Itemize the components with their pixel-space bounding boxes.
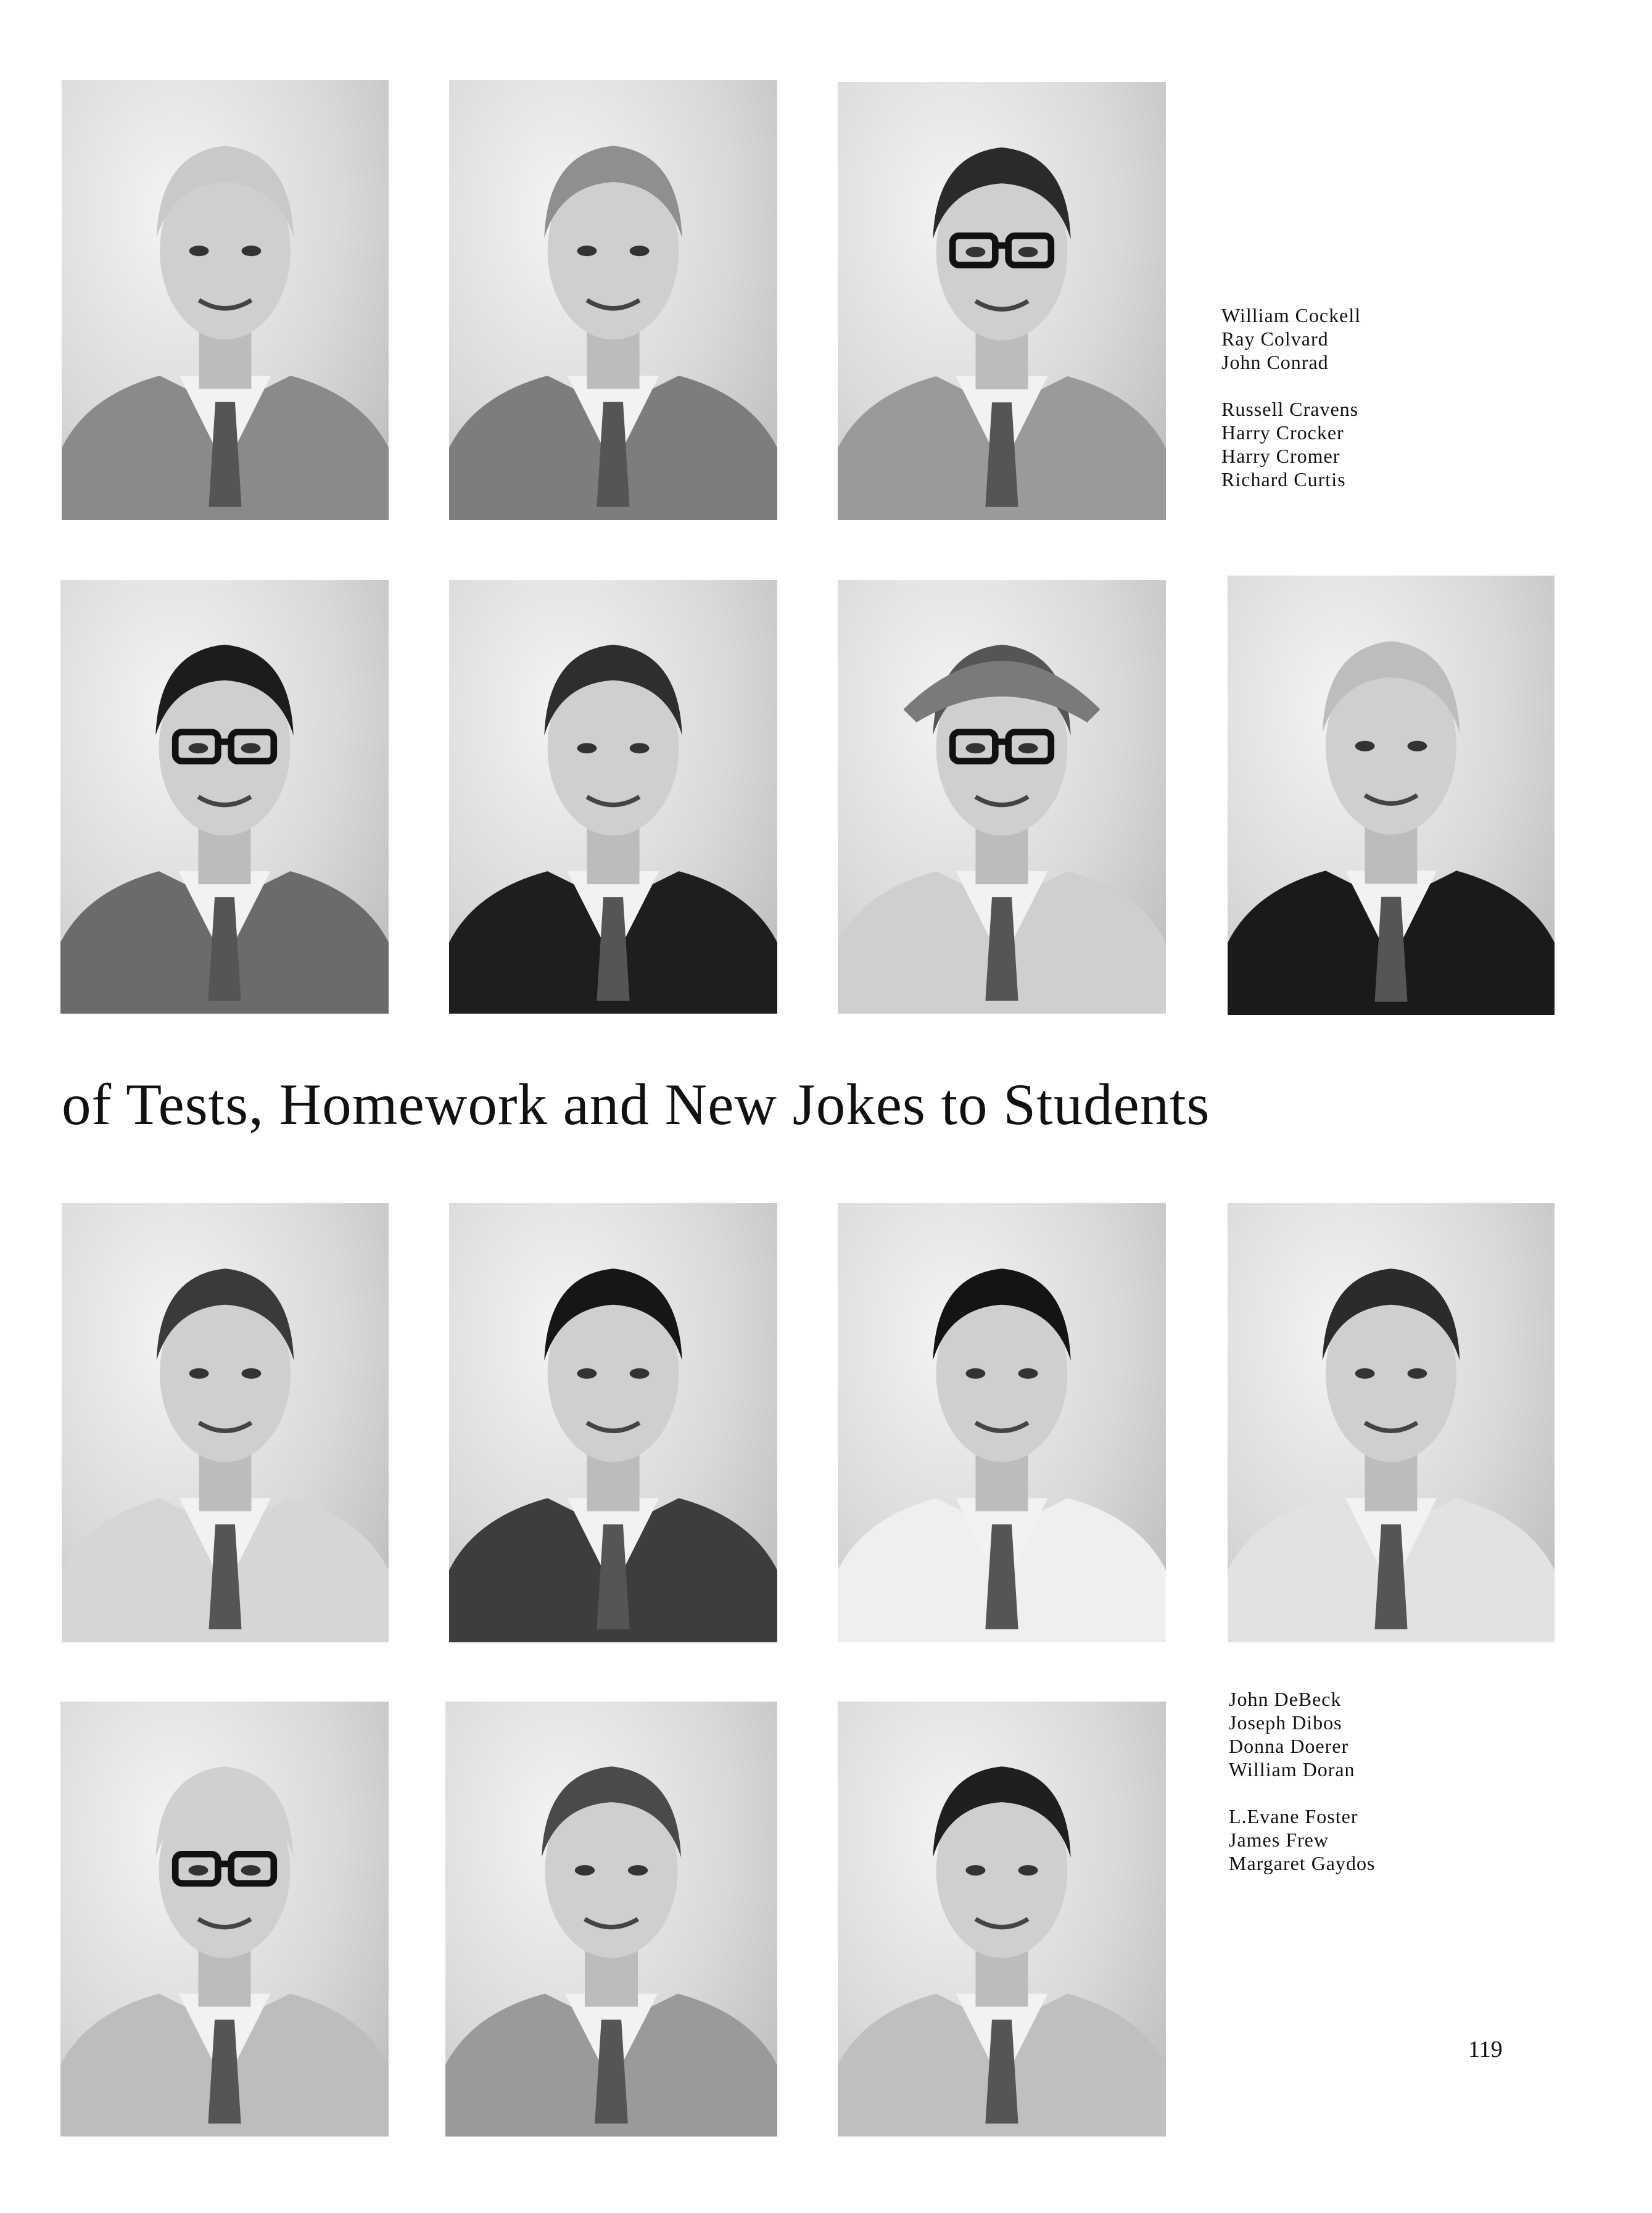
eye-shape (965, 1865, 985, 1876)
portrait-photo (62, 80, 389, 520)
portrait-photo (60, 580, 389, 1014)
eye-shape (965, 247, 985, 257)
caption-name: Harry Crocker (1221, 421, 1344, 444)
eye-shape (242, 246, 262, 256)
portrait-photo (1228, 576, 1555, 1015)
portrait-photo (838, 1702, 1166, 2136)
caption-name: Richard Curtis (1221, 468, 1346, 490)
portrait-photo (62, 1203, 389, 1642)
eye-shape (965, 743, 985, 753)
caption-name: Russell Cravens (1221, 398, 1359, 420)
portrait-figure (62, 1203, 389, 1642)
eye-shape (630, 1368, 650, 1379)
portrait-photo (60, 1702, 389, 2136)
eye-shape (1018, 247, 1038, 257)
portrait-photo (838, 580, 1166, 1014)
page-number: 119 (1468, 2037, 1503, 2062)
eye-shape (577, 246, 597, 256)
portrait-figure (838, 580, 1166, 1014)
portrait-photo (445, 1702, 777, 2136)
section-headline: of Tests, Homework and New Jokes to Students (62, 1072, 1210, 1137)
eye-shape (628, 1865, 648, 1876)
eye-shape (1018, 743, 1038, 753)
eye-shape (189, 1368, 209, 1379)
portrait-figure (62, 80, 389, 520)
caption-name: William Cockell (1221, 304, 1361, 326)
portrait-figure (449, 1203, 777, 1642)
portrait-photo (1228, 1203, 1555, 1642)
portrait-photo (449, 80, 777, 520)
portrait-figure (1228, 1203, 1555, 1642)
eye-shape (965, 1368, 985, 1379)
portrait-figure (449, 80, 777, 520)
eye-shape (241, 743, 261, 753)
portrait-photo (838, 1203, 1166, 1642)
eye-shape (1355, 741, 1375, 751)
eye-shape (188, 1865, 208, 1876)
eye-shape (630, 246, 650, 256)
eye-shape (630, 743, 650, 753)
portrait-figure (449, 580, 777, 1014)
portrait-figure (838, 1702, 1166, 2136)
caption-name: William Doran (1229, 1758, 1355, 1781)
eye-shape (577, 743, 597, 753)
portrait-figure (838, 1203, 1166, 1642)
portrait-photo (838, 82, 1166, 520)
caption-top (1221, 304, 1361, 491)
caption-name: Ray Colvard (1221, 328, 1329, 350)
eye-shape (242, 1368, 262, 1379)
eye-shape (1018, 1368, 1038, 1379)
portrait-photo (449, 580, 777, 1014)
portrait-figure (60, 580, 389, 1014)
caption-name: Harry Cromer (1221, 445, 1340, 467)
caption-bottom (1229, 1687, 1375, 1875)
eye-shape (1018, 1865, 1038, 1876)
caption-name: Margaret Gaydos (1229, 1852, 1376, 1874)
portrait-figure (60, 1702, 389, 2136)
caption-name: Donna Doerer (1229, 1735, 1349, 1757)
eye-shape (575, 1865, 595, 1876)
caption-name: John Conrad (1221, 351, 1329, 373)
portrait-figure (445, 1702, 777, 2136)
portrait-photo (449, 1203, 777, 1642)
caption-name: Joseph Dibos (1229, 1711, 1342, 1734)
caption-name: L.Evane Foster (1229, 1805, 1358, 1827)
eye-shape (1355, 1368, 1375, 1379)
caption-name: James Frew (1229, 1829, 1329, 1851)
portrait-figure (1228, 576, 1555, 1015)
eye-shape (188, 743, 208, 753)
portrait-figure (838, 82, 1166, 520)
eye-shape (241, 1865, 261, 1876)
eye-shape (1408, 741, 1427, 751)
eye-shape (189, 246, 209, 256)
eye-shape (1408, 1368, 1427, 1379)
caption-name: John DeBeck (1229, 1688, 1342, 1710)
eye-shape (577, 1368, 597, 1379)
